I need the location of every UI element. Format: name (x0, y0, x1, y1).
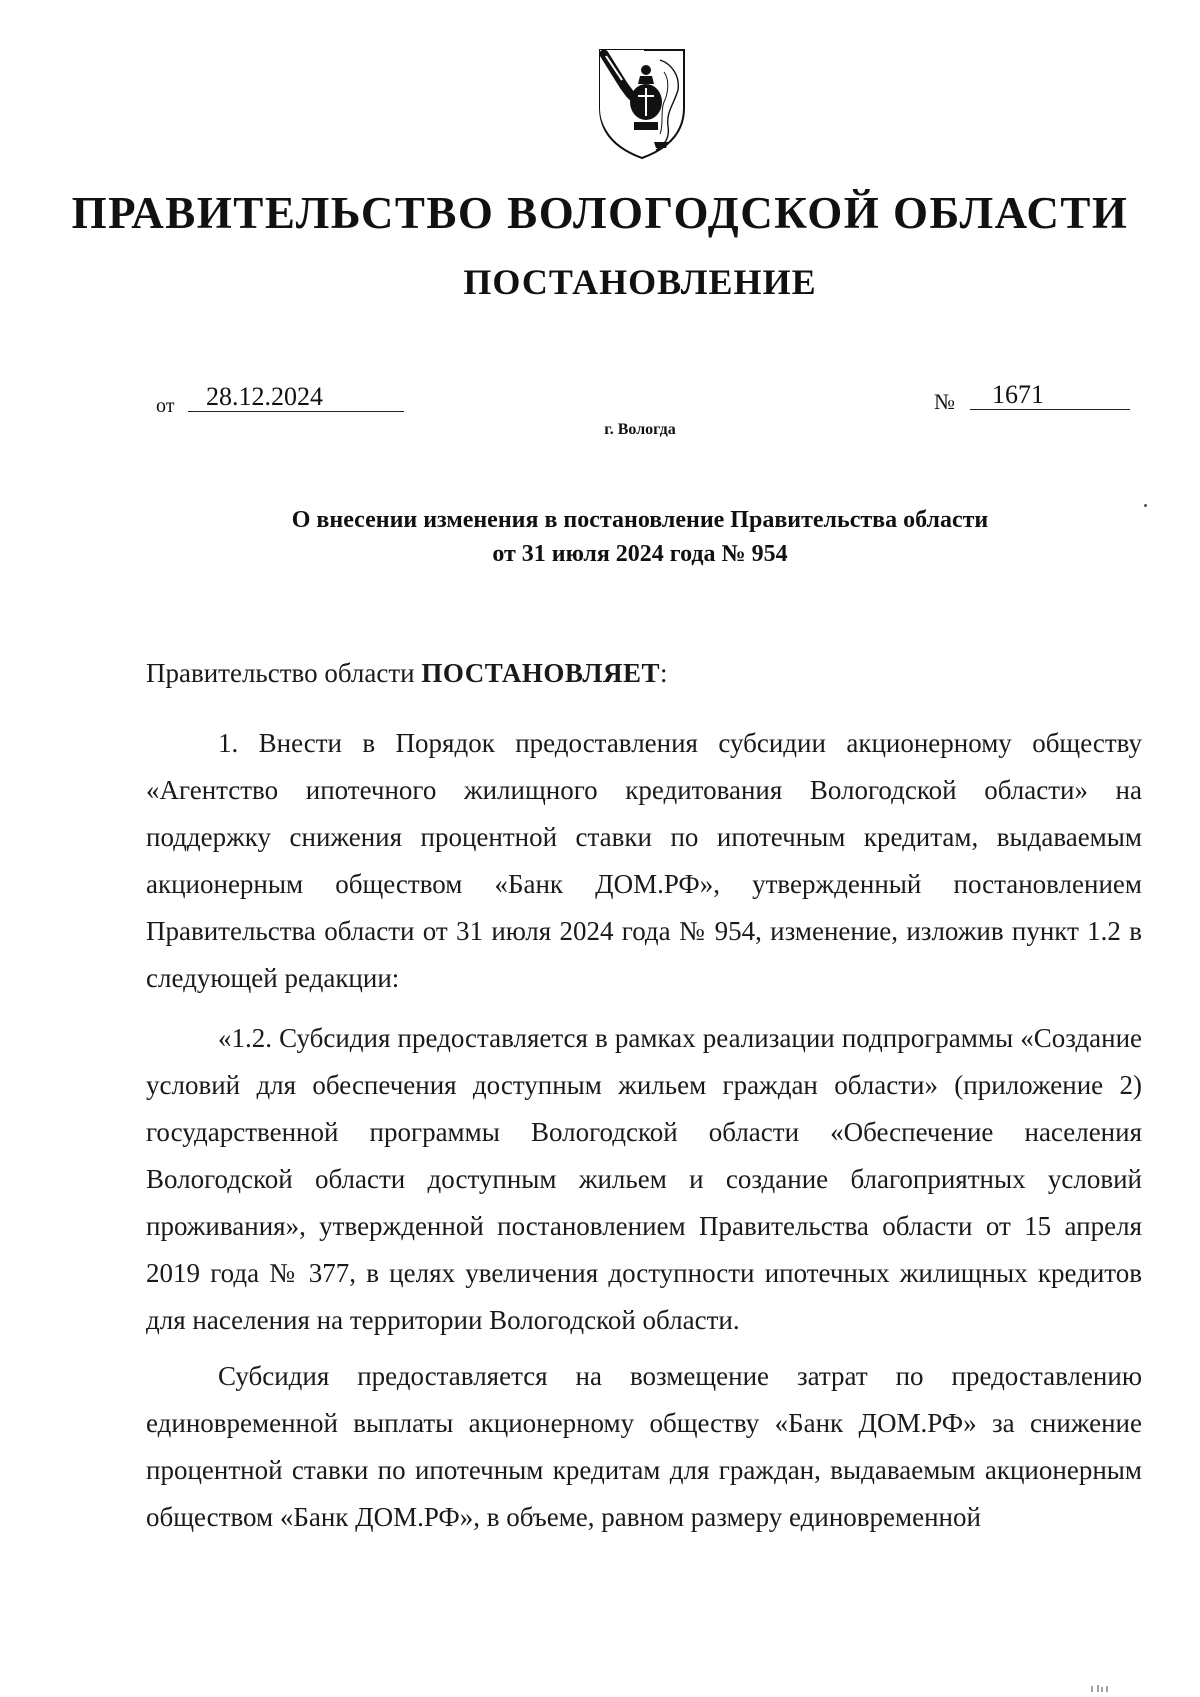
scan-artifact-mark (1090, 1684, 1110, 1692)
paragraph-3-text: Субсидия предоставляется на возмещение затрат по предоставлению единовременной выплаты акционерному обществу «Банк ДОМ.РФ» за снижение процентной ставки по ипотечным кредитам для граждан, выдаваемым акционерным обществом «Банк ДОМ.РФ», в объеме, равном размеру единовременной (146, 1361, 1142, 1532)
date-label: от (156, 395, 175, 417)
number-field: 1671 (970, 380, 1130, 410)
paragraph-1-text: 1. Внести в Порядок предоставления субсидии акционерному обществу «Агентство ипотечного жилищного кредитования Вологодской области» на поддержку снижения процентной ставки по ипотечным кредитам, выдаваемым акционерным обществом «Банк ДОМ.РФ», утвержденный постановлением Правительства области от 31 июля 2024 года № 954, изменение, изложив пункт 1.2 в следующей редакции: (146, 728, 1142, 993)
preamble (146, 650, 1142, 697)
preamble-colon: : (659, 658, 668, 688)
resolves-keyword: ПОСТАНОВЛЯЕТ (421, 658, 660, 688)
subject-line-2: от 31 июля 2024 года № 954 (492, 541, 788, 567)
scan-speck (1144, 504, 1147, 507)
paragraph-2-text: «1.2. Субсидия предоставляется в рамках реализации подпрограммы «Создание условий для обеспечения доступным жильем граждан области» (приложение 2) государственной программы Вологодской области «Обеспечение населения Вологодской области доступным жильем и создание благоприятных условий проживания», утвержденной постановлением Правительства области от 15 апреля 2019 года № 377, в целях увеличения доступности ипотечных жилищных кредитов для населения на территории Вологодской области. (146, 1023, 1142, 1335)
date-field: 28.12.2024 (188, 382, 404, 412)
paragraph-1 (146, 720, 1142, 1002)
organization-title: ПРАВИТЕЛЬСТВО ВОЛОГОДСКОЙ ОБЛАСТИ (71, 188, 1129, 238)
number-label: № (934, 389, 955, 414)
paragraph-2 (146, 1015, 1142, 1344)
preamble-text: Правительство области (146, 658, 422, 688)
subject-line-1: О внесении изменения в постановление Правительства области (291, 507, 989, 533)
document-type-heading: ПОСТАНОВЛЕНИЕ (463, 262, 817, 302)
city-label: г. Вологда (604, 421, 676, 438)
document-subject (160, 503, 1120, 571)
paragraph-3 (146, 1353, 1142, 1541)
coat-of-arms-icon (594, 46, 690, 162)
